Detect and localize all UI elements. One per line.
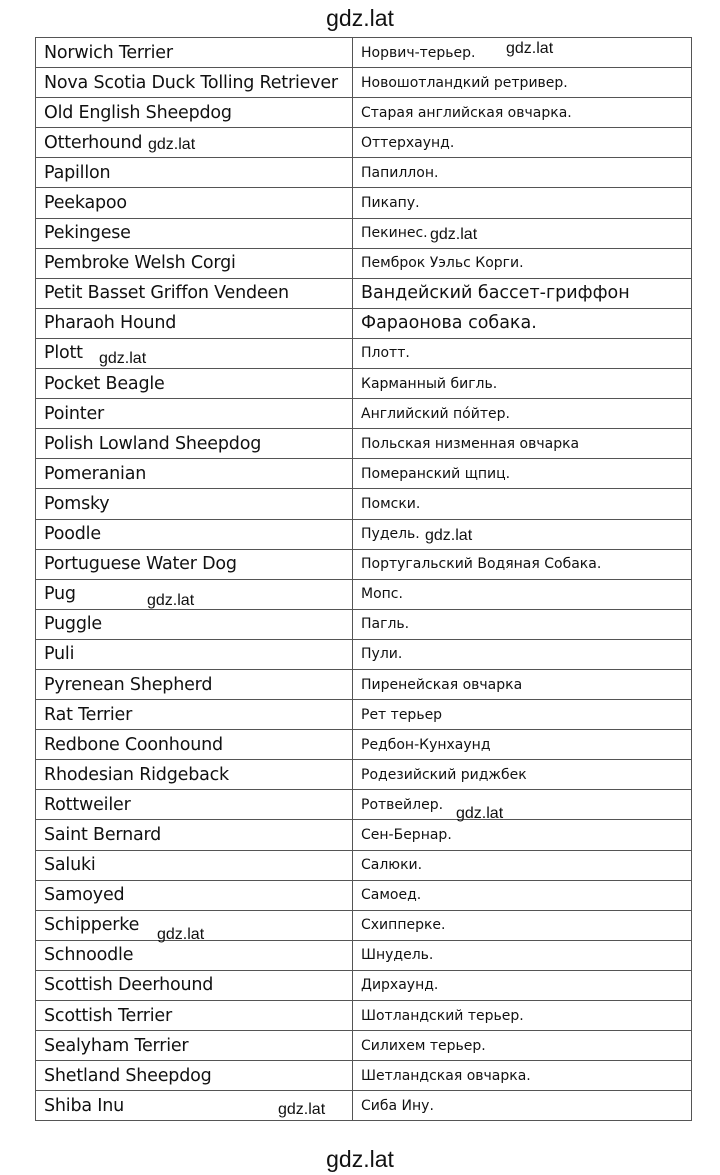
breed-name-english: Portuguese Water Dog bbox=[36, 549, 353, 579]
breed-translation-table bbox=[35, 37, 692, 1121]
watermark-inline: gdz.lat bbox=[430, 226, 478, 243]
breed-name-english: Pointer bbox=[36, 399, 353, 429]
breed-name-english: Redbone Coonhound bbox=[36, 730, 353, 760]
table-row bbox=[36, 910, 692, 940]
breed-name-english: Saint Bernard bbox=[36, 820, 353, 850]
breed-name-russian: Плотт. bbox=[353, 338, 692, 368]
watermark-inline: gdz.lat bbox=[157, 926, 205, 943]
table-row bbox=[36, 308, 692, 338]
breed-name-english: Scottish Terrier bbox=[36, 1001, 353, 1031]
table-row bbox=[36, 880, 692, 910]
table-row bbox=[36, 128, 692, 158]
breed-name-russian: Пули. bbox=[353, 639, 692, 669]
breed-name-english: Schipperke bbox=[36, 910, 353, 940]
watermark-inline: gdz.lat bbox=[506, 40, 554, 57]
breed-name-russian: Ротвейлер. bbox=[353, 790, 692, 820]
table-row bbox=[36, 700, 692, 730]
breed-name-russian: Фараонова собака. bbox=[353, 308, 692, 338]
breed-name-russian: Мопс. bbox=[353, 579, 692, 609]
table-row bbox=[36, 98, 692, 128]
breed-name-english: Peekapoo bbox=[36, 188, 353, 218]
breed-name-russian: Польская низменная овчарка bbox=[353, 429, 692, 459]
breed-name-english: Pyrenean Shepherd bbox=[36, 669, 353, 699]
table-row bbox=[36, 188, 692, 218]
table-row bbox=[36, 549, 692, 579]
breed-name-russian: Пемброк Уэльс Корги. bbox=[353, 248, 692, 278]
table-row bbox=[36, 489, 692, 519]
table-row bbox=[36, 1091, 692, 1121]
table-row bbox=[36, 369, 692, 399]
breed-name-english: Schnoodle bbox=[36, 940, 353, 970]
table-row bbox=[36, 459, 692, 489]
table-row bbox=[36, 38, 692, 68]
breed-name-english: Nova Scotia Duck Tolling Retriever bbox=[36, 68, 353, 98]
watermark-inline: gdz.lat bbox=[99, 350, 147, 367]
table-row bbox=[36, 399, 692, 429]
breed-name-russian: Старая английская овчарка. bbox=[353, 98, 692, 128]
table-row bbox=[36, 1031, 692, 1061]
table-row bbox=[36, 609, 692, 639]
breed-name-russian: Помски. bbox=[353, 489, 692, 519]
table-row bbox=[36, 970, 692, 1000]
table-row bbox=[36, 639, 692, 669]
breed-name-english: Shiba Inu bbox=[36, 1091, 353, 1121]
breed-name-english: Samoyed bbox=[36, 880, 353, 910]
table-row bbox=[36, 790, 692, 820]
breed-name-russian: Померанский щпиц. bbox=[353, 459, 692, 489]
breed-name-russian: Вандейский бассет-гриффон bbox=[353, 278, 692, 308]
breed-name-russian: Шетландская овчарка. bbox=[353, 1061, 692, 1091]
breed-name-english: Pekingese bbox=[36, 218, 353, 248]
breed-name-russian: Оттерхаунд. bbox=[353, 128, 692, 158]
breed-name-russian: Схипперке. bbox=[353, 910, 692, 940]
breed-name-english: Sealyham Terrier bbox=[36, 1031, 353, 1061]
watermark-inline: gdz.lat bbox=[456, 805, 504, 822]
breed-name-russian: Шнудель. bbox=[353, 940, 692, 970]
breed-name-russian: Сен-Бернар. bbox=[353, 820, 692, 850]
breed-name-english: Pomeranian bbox=[36, 459, 353, 489]
breed-name-english: Puggle bbox=[36, 609, 353, 639]
table-row bbox=[36, 1061, 692, 1091]
breed-name-english: Polish Lowland Sheepdog bbox=[36, 429, 353, 459]
table-row bbox=[36, 850, 692, 880]
breed-name-english: Plott bbox=[36, 338, 353, 368]
table-row bbox=[36, 760, 692, 790]
breed-name-english: Papillon bbox=[36, 158, 353, 188]
watermark-header: gdz.lat bbox=[326, 5, 394, 31]
breed-name-english: Rat Terrier bbox=[36, 700, 353, 730]
breed-name-english: Poodle bbox=[36, 519, 353, 549]
watermark-inline: gdz.lat bbox=[278, 1101, 326, 1118]
breed-name-english: Saluki bbox=[36, 850, 353, 880]
breed-name-russian: Новошотландкий ретривер. bbox=[353, 68, 692, 98]
breed-name-russian: Английский по́йтер. bbox=[353, 399, 692, 429]
table-row bbox=[36, 248, 692, 278]
breed-name-russian: Карманный бигль. bbox=[353, 369, 692, 399]
breed-name-english: Scottish Deerhound bbox=[36, 970, 353, 1000]
breed-name-russian: Пекинес. bbox=[353, 218, 692, 248]
watermark-inline: gdz.lat bbox=[148, 136, 196, 153]
breed-name-english: Pug bbox=[36, 579, 353, 609]
breed-name-russian: Папиллон. bbox=[353, 158, 692, 188]
table-row bbox=[36, 278, 692, 308]
breed-name-russian: Пиренейская овчарка bbox=[353, 669, 692, 699]
breed-name-russian: Дирхаунд. bbox=[353, 970, 692, 1000]
breed-name-russian: Португальский Водяная Собака. bbox=[353, 549, 692, 579]
breed-name-russian: Сиба Ину. bbox=[353, 1091, 692, 1121]
table-row bbox=[36, 579, 692, 609]
breed-name-english: Norwich Terrier bbox=[36, 38, 353, 68]
watermark-footer: gdz.lat bbox=[326, 1146, 394, 1172]
breed-name-russian: Шотландский терьер. bbox=[353, 1001, 692, 1031]
table-row bbox=[36, 429, 692, 459]
table-row bbox=[36, 1001, 692, 1031]
breed-name-english: Rhodesian Ridgeback bbox=[36, 760, 353, 790]
breed-name-english: Puli bbox=[36, 639, 353, 669]
breed-name-russian: Силихем терьер. bbox=[353, 1031, 692, 1061]
table-row bbox=[36, 820, 692, 850]
table-row bbox=[36, 158, 692, 188]
breed-name-english: Shetland Sheepdog bbox=[36, 1061, 353, 1091]
breed-name-russian: Рет терьер bbox=[353, 700, 692, 730]
breed-name-russian: Самоед. bbox=[353, 880, 692, 910]
breed-name-english: Pembroke Welsh Corgi bbox=[36, 248, 353, 278]
table-row bbox=[36, 519, 692, 549]
breed-name-russian: Родезийский риджбек bbox=[353, 760, 692, 790]
table-row bbox=[36, 669, 692, 699]
breed-name-english: Pharaoh Hound bbox=[36, 308, 353, 338]
breed-name-russian: Пудель. bbox=[353, 519, 692, 549]
breed-name-russian: Норвич-терьер. bbox=[353, 38, 692, 68]
breed-name-russian: Пикапу. bbox=[353, 188, 692, 218]
breed-name-english: Old English Sheepdog bbox=[36, 98, 353, 128]
breed-name-english: Rottweiler bbox=[36, 790, 353, 820]
breed-name-english: Pocket Beagle bbox=[36, 369, 353, 399]
table-row bbox=[36, 68, 692, 98]
table-row bbox=[36, 730, 692, 760]
breed-name-russian: Редбон-Кунхаунд bbox=[353, 730, 692, 760]
breed-name-english: Pomsky bbox=[36, 489, 353, 519]
breed-name-russian: Салюки. bbox=[353, 850, 692, 880]
breed-name-english: Otterhound bbox=[36, 128, 353, 158]
table-row bbox=[36, 940, 692, 970]
watermark-inline: gdz.lat bbox=[425, 527, 473, 544]
breed-name-english: Petit Basset Griffon Vendeen bbox=[36, 278, 353, 308]
table-row bbox=[36, 218, 692, 248]
breed-name-russian: Пагль. bbox=[353, 609, 692, 639]
watermark-inline: gdz.lat bbox=[147, 592, 195, 609]
